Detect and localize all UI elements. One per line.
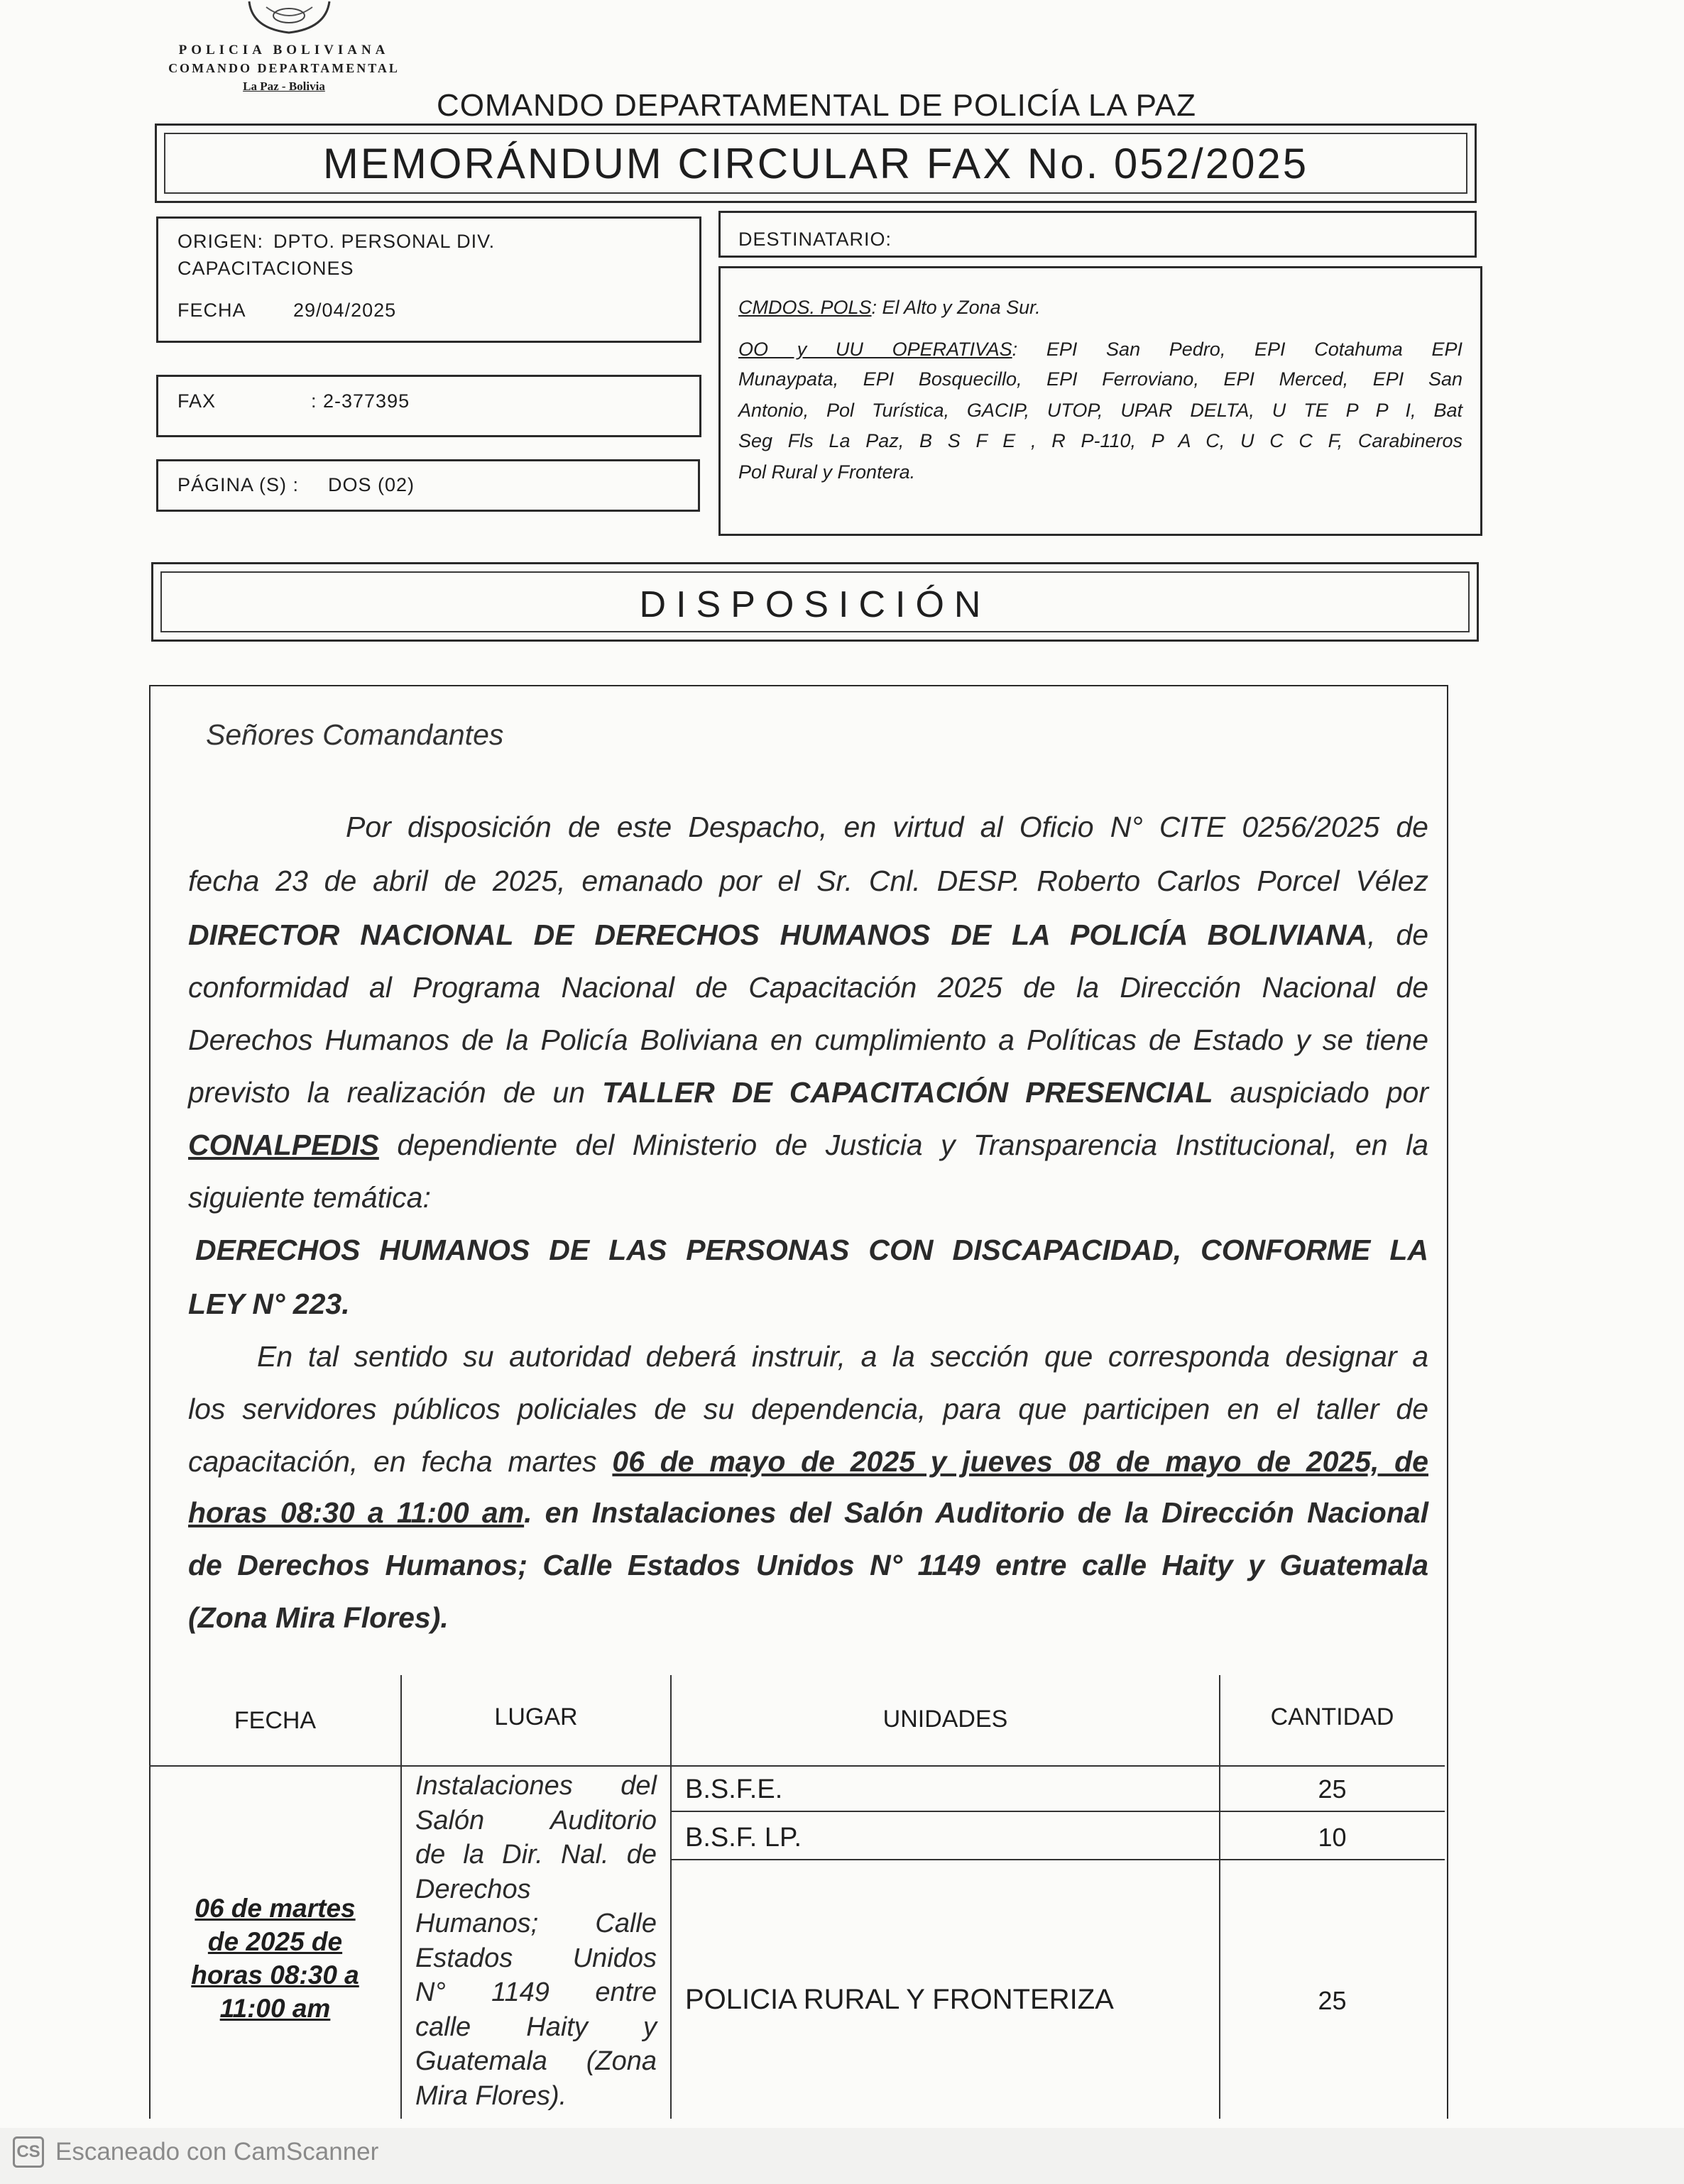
row2-unidad: B.S.F. LP. [685,1823,802,1853]
seal-line-1: POLICIA BOLIVIANA [178,43,390,57]
p1-line-1: Por disposición de este Despacho, en virtud al Oficio N° CITE 0256/2025 de [346,811,1428,843]
camscanner-text: Escaneado con CamScanner [55,2138,379,2166]
camscanner-badge-icon: CS [13,2136,44,2168]
row1-unidad: B.S.F.E. [685,1774,783,1804]
p1-line-2: fecha 23 de abril de 2025, emanado por el Sr. Cnl. DESP. Roberto Carlos Porcel Vélez [188,865,1428,897]
fax-value: : 2-377395 [311,390,410,412]
seal-line-3: La Paz - Bolivia [243,79,325,93]
memo-title: MEMORÁNDUM CIRCULAR FAX No. 052/2025 [322,140,1309,187]
cmdos-label: CMDOS. POLS [738,297,872,318]
oo-line-4: Seg Fls La Paz, B S F E , R P-110, P A C, U C C F, Carabineros [738,430,1462,451]
th-cantidad: CANTIDAD [1270,1703,1394,1730]
origen-label: ORIGEN: [177,231,264,252]
p2-line-1: En tal sentido su autoridad deberá instruir, a la sección que corresponda designar a [257,1340,1428,1373]
p2-line-3: capacitación, en fecha martes 06 de mayo de 2025 y jueves 08 de mayo de 2025, de [188,1445,1428,1478]
fax-label: FAX [177,390,217,412]
tema-line-1: DERECHOS HUMANOS DE LAS PERSONAS CON DISCAPACIDAD, CONFORME LA [195,1234,1428,1266]
p2-line-5: de Derechos Humanos; Calle Estados Unidos N° 1149 entre calle Haity y Guatemala [188,1549,1428,1581]
destinatario-label: DESTINATARIO: [738,229,892,250]
oo-line-2: Munaypata, EPI Bosquecillo, EPI Ferroviano, EPI Merced, EPI San [738,368,1462,390]
cmdos-line [738,297,1041,319]
row3-unidad: POLICIA RURAL Y FRONTERIZA [685,1984,1114,2015]
p2-line-2: los servidores públicos policiales de su dependencia, para que participen en el taller de [188,1393,1428,1425]
oo-line-1: OO y UU OPERATIVAS: EPI San Pedro, EPI Cotahuma EPI [738,339,1463,360]
oo-line-5: Pol Rural y Frontera. [738,461,916,483]
cmdos-value: : El Alto y Zona Sur. [871,297,1041,318]
th-unidades: UNIDADES [882,1706,1008,1733]
institution-title: COMANDO DEPARTAMENTAL DE POLICÍA LA PAZ [437,88,1196,123]
origen-value-1: DPTO. PERSONAL DIV. [273,231,496,252]
p1-line-6: previsto la realización de un TALLER DE CAPACITACIÓN PRESENCIAL auspiciado por [188,1076,1428,1109]
seal-line-2: COMANDO DEPARTAMENTAL [168,61,400,75]
p1-line-4: conformidad al Programa Nacional de Capacitación 2025 de la Dirección Nacional de [188,971,1428,1004]
p1-line-5: Derechos Humanos de la Policía Boliviana en cumplimiento a Políticas de Estado y se tiene [188,1024,1428,1056]
greeting: Señores Comandantes [206,718,504,751]
fax-box [156,375,701,437]
oo-line-3: Antonio, Pol Turística, GACIP, UTOP, UPAR DELTA, U TE P P I, Bat [738,400,1462,421]
pagina-value: DOS (02) [328,474,415,495]
pagina-label: PÁGINA (S) : [177,474,300,495]
row2-cantidad: 10 [1318,1823,1347,1852]
lugar-cell: Instalaciones del Salón Auditorio de la Dir. Nal. de Derechos Humanos; Calle Estados Unidos N° 1149 entre calle Haity y Guatemala (Zona Mira Flores). [415,1771,657,2111]
origen-value-2: CAPACITACIONES [177,258,354,279]
th-fecha: FECHA [234,1707,317,1734]
th-lugar: LUGAR [494,1703,578,1730]
disposicion-heading: DISPOSICIÓN [639,584,991,625]
p1-line-3: DIRECTOR NACIONAL DE DERECHOS HUMANOS DE LA POLICÍA BOLIVIANA, de [188,918,1429,951]
p2-line-4: horas 08:30 a 11:00 am. en Instalaciones del Salón Auditorio de la Dirección Nacional [188,1496,1428,1529]
police-seal-emblem [245,0,334,37]
p2-line-6: (Zona Mira Flores). [188,1601,449,1634]
row3-cantidad: 25 [1318,1986,1347,2015]
fecha-label: FECHA [177,300,246,321]
p1-line-8: siguiente temática: [188,1181,431,1214]
fecha-value: 29/04/2025 [293,300,397,321]
fecha-cell: 06 de martes de 2025 de horas 08:30 a 11:00 am [191,1894,359,2023]
tema-line-2: LEY N° 223. [188,1288,350,1320]
row1-cantidad: 25 [1318,1774,1347,1804]
p1-line-7: CONALPEDIS dependiente del Ministerio de Justicia y Transparencia Institucional, en la [188,1129,1428,1161]
oo-label: OO y UU OPERATIVAS [738,339,1012,360]
